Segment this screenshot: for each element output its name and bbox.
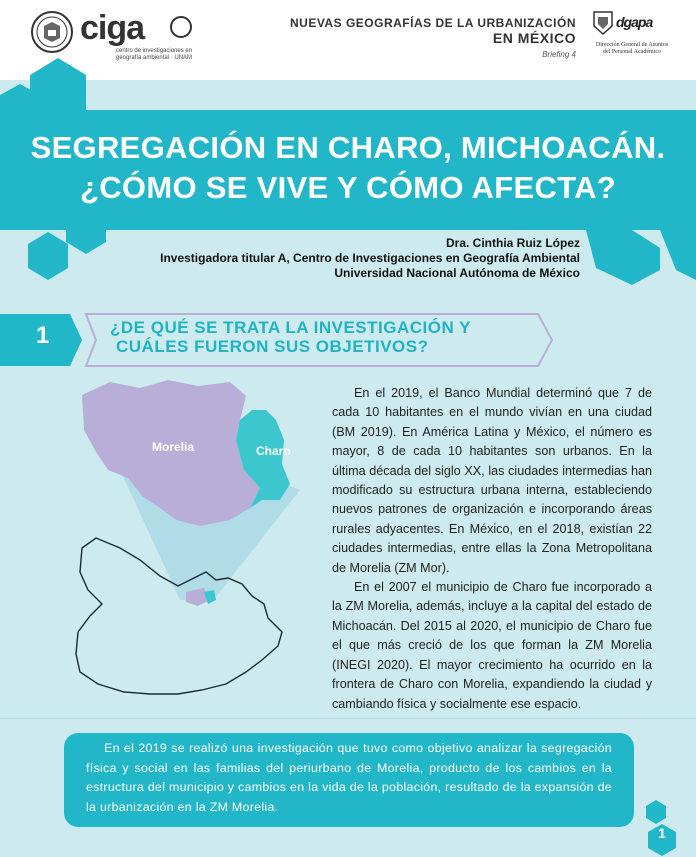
ciga-subtitle: centro de investigaciones en geografía ambiental · UNAM [116,48,193,61]
series-title-line1: NUEVAS GEOGRAFÍAS DE LA URBANIZACIÓN [289,16,576,30]
author-name: Dra. Cinthia Ruiz López [445,236,580,250]
author-position: Investigadora titular A, Centro de Investigaciones en Geografía Ambiental [160,251,580,265]
page-number: 1 [658,825,666,841]
map-label-morelia: Morelia [152,440,195,454]
author-institution: Universidad Nacional Autónoma de México [334,266,580,280]
summary-text: En el 2019 se realizó una investigación que tuvo como objetivo analizar la segregación física y social en las familias del periurbano de Morelia, producto de los cambios en la estructura del municipio y cambios en la vida de la población, resultado de la expansión de la urbanización en la ZM Morelia. [86,741,612,814]
section-title-line1: ¿DE QUÉ SE TRATA LA INVESTIGACIÓN Y [110,318,471,337]
dgapa-wordmark: dgapa [616,14,653,30]
ciga-wordmark: ciga [80,9,145,47]
section-title-line2: CUÁLES FUERON SUS OBJETIVOS? [116,337,429,356]
body-paragraph-1: En el 2019, el Banco Mundial determinó que 7 de cada 10 habitantes en el mundo vivían en una ciudad (BM 2019). En América Latina y México, el número es mayor, 8 de cada 10 habitantes son urbanos. En la última década del siglo XX, las ciudades intermedias han modificado su estructura urbana interna, estableciendo nuevos patrones de organización e incorporando áreas rurales adyacentes. En México, en el 2018, existían 22 ciudades intermedias, entre ellas la Zona Metropolitana de Morelia (ZM Mor). [332,386,652,575]
body-paragraph-2: En el 2007 el municipio de Charo fue incorporado a la ZM Morelia, además, incluye a la capital del estado de Michoacán. Del 2015 al 2020, el municipio de Charo fue el que más creció de los que forman la ZM Morelia (INEGI 2020). El mayor crecimiento ha ocurrido en la frontera de Charo con Morelia, expandiendo la ciudad y cambiando física y socialmente ese espacio. [332,580,652,711]
series-title-line2: EN MÉXICO [492,30,576,46]
briefing-number: Briefing 4 [542,50,576,59]
page-title-line1: SEGREGACIÓN EN CHARO, MICHOACÁN. [30,130,666,165]
section-number: 1 [36,322,50,349]
map-label-charo: Charo [256,444,291,458]
page-title-line2: ¿CÓMO SE VIVE Y CÓMO AFECTA? [79,170,617,205]
dgapa-subtitle: Dirección General de Asuntos del Personal Académico [595,42,669,55]
